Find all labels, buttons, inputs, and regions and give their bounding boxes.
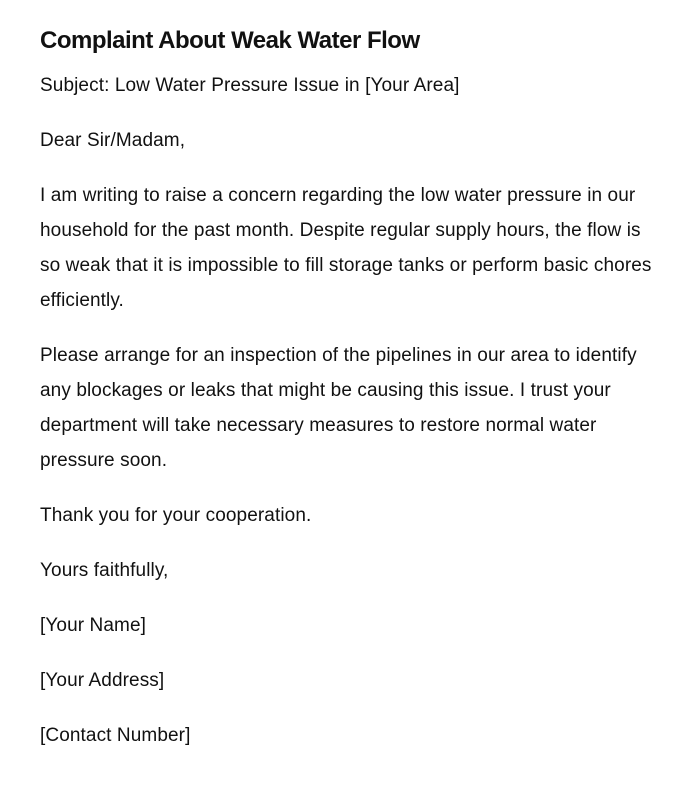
salutation: Dear Sir/Madam, xyxy=(40,130,186,151)
thanks-line: Thank you for your cooperation. xyxy=(40,505,312,526)
subject-line: Subject: Low Water Pressure Issue in [Your Area] xyxy=(40,75,460,96)
signature-contact: [Contact Number] xyxy=(40,725,191,746)
signature-name: [Your Name] xyxy=(40,615,147,636)
closing-line: Yours faithfully, xyxy=(40,560,169,581)
document-title: Complaint About Weak Water Flow xyxy=(40,27,420,54)
signature-address: [Your Address] xyxy=(40,670,165,691)
body-paragraph-2: Please arrange for an inspection of the pipelines in our area to identify any blockages or leaks that might be causing this issue. I trust your department will take necessary measures to restore normal water pressure soon. xyxy=(40,345,637,471)
body-paragraph-1: I am writing to raise a concern regarding the low water pressure in our household for the past month. Despite regular supply hours, the flow is so weak that it is impossible to fill storage tanks or perform basic chores efficiently. xyxy=(40,185,652,311)
